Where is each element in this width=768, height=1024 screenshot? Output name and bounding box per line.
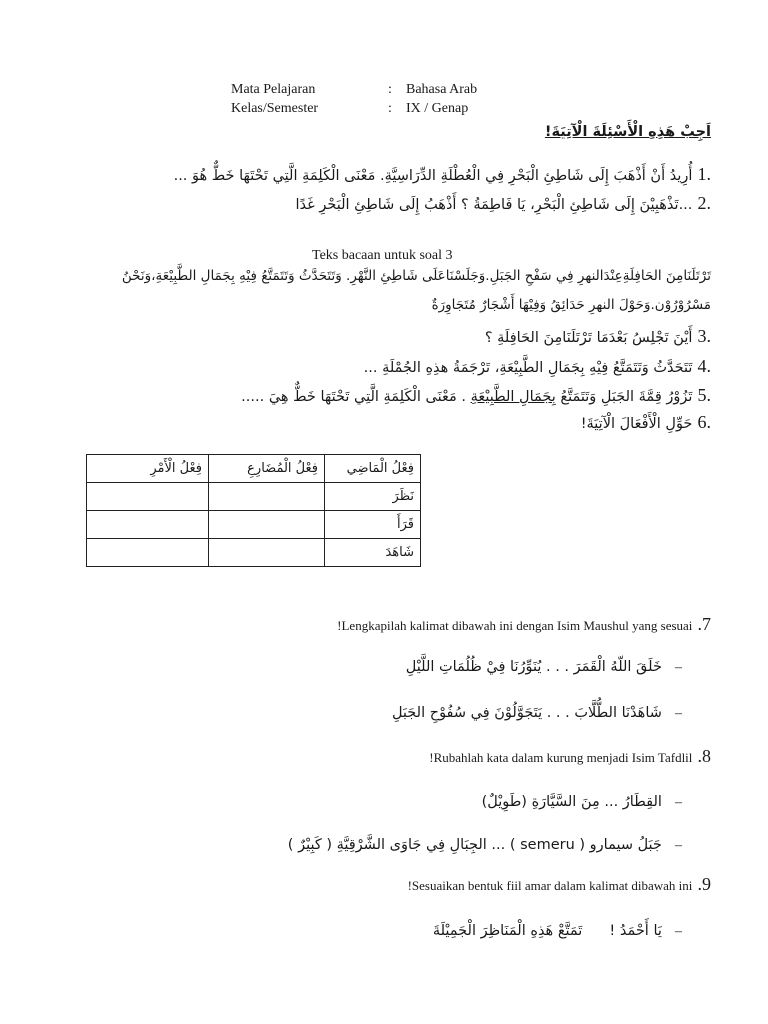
question-5-underlined: بِجَمَالِ الطَّبِيْعَةِ — [470, 389, 556, 405]
table-header-row — [87, 455, 421, 483]
subject-label: Mata Pelajaran — [231, 82, 316, 97]
question-3-text: أَيْنَ تَجْلِسُ بَعْدَمَا تَرْتَلَنَامِنَ الحَافِلَةِ ؟ — [484, 330, 693, 346]
question-6-number: 6. — [697, 412, 711, 432]
question-5-number: 5. — [697, 385, 711, 405]
table-header-amr: فِعْلُ الْأَمْرِ — [87, 455, 209, 483]
class-colon: : — [388, 101, 392, 116]
question-8-number: .8 — [697, 746, 711, 766]
question-7-item-1 — [406, 656, 682, 676]
table-cell-verb: نَظَرَ — [325, 483, 421, 511]
table-cell-empty[interactable] — [87, 483, 209, 511]
question-9-item-1-vocative: يَا أَحْمَدُ ! — [609, 923, 662, 939]
question-9 — [408, 874, 711, 895]
table-row — [87, 511, 421, 539]
question-4-text: تَتَحَدَّثُ وَتَتَمَتَّعُ فِيْهِ بِجَمَالِ الطَّبِيْعَةِ، تَرْجَمَةُ هذِهِ الجُمْلَةِ ... — [363, 360, 693, 376]
subject-value: Bahasa Arab — [406, 82, 478, 97]
table-cell-empty[interactable] — [209, 511, 325, 539]
question-7 — [337, 614, 711, 635]
table-cell-empty[interactable] — [87, 511, 209, 539]
question-8-item-2-latin: semeru — [515, 837, 580, 853]
table-row — [87, 483, 421, 511]
question-2-text: ...تَذْهَبِيْنَ إِلَى شَاطِئِ الْبَحْرِ، يَا فَاطِمَةُ ؟ أَذْهَبُ إِلَى شَاطِئِ الْبَحْرِ غَدًا — [295, 197, 693, 213]
question-1 — [174, 164, 711, 185]
class-label: Kelas/Semester — [231, 101, 319, 116]
question-1-number: 1. — [697, 164, 711, 184]
question-6-text: حَوِّلِ الْأَفْعَالَ الْآتِيَةَ! — [580, 416, 693, 432]
question-2-number: 2. — [697, 193, 711, 213]
question-7-item-1-text: خَلَقَ اللّهُ الْقَمَرَ . . . يُنَوِّرُنَا فِيْ ظُلُمَاتِ اللَّيْلِ — [405, 659, 662, 675]
question-4 — [364, 356, 711, 377]
question-1-text: أُرِيدُ أَنْ أَذْهَبَ إِلَى شَاطِئِ الْبَحْرِ فِي الْعُطْلَةِ الدِّرَاسِيَّةِ. مَعْنَى الْكَلِمَةِ الَّتِي تَحْتَهَا خَطٌّ هُوَ ... — [173, 168, 693, 184]
question-5-text — [241, 389, 692, 405]
dash-marker: – — [675, 706, 682, 721]
table-cell-verb: قَرَأَ — [325, 511, 421, 539]
instruction-heading: اَجِبْ هَذِهِ الْأَسْئِلَةَ الْآتِيَةَ! — [544, 124, 711, 140]
question-8-text: !Rubahlah kata dalam kurung menjadi Isim Tafdlil — [429, 750, 693, 765]
table-cell-empty[interactable] — [209, 539, 325, 567]
table-header-mudhari: فِعْلُ الْمُضَارِعِ — [209, 455, 325, 483]
question-5-text-post: . مَعْنَى الْكَلِمَةِ الَّتِي تَحْتَهَا خَطٌّ هِيَ ..... — [241, 389, 471, 405]
table-header-madhi: فِعْلُ الْمَاضِي — [325, 455, 421, 483]
question-7-item-2-text: شَاهَدْنَا الطُّلَّابَ . . . يَتَجَوَّلُوْنَ فِي سُفُوْحِ الجَبَلِ — [391, 705, 662, 721]
class-value: IX / Genap — [406, 101, 469, 116]
question-6 — [581, 412, 711, 433]
reading-line-1: تَرْتَلَنَامِنَ الحَافِلَةِعِنْدَالنهرِ فِي سَفْحِ الجَبَلِ.وَجَلَسْنَاعَلَى شَاطِئِ النَّهْرِ. وَتَتَحَدَّثُ وَتَتَمَتَّعُ فِيْهِ بِجَمَالِ الطَّبِيْعَةِ،وَنَحْنُ — [121, 268, 711, 284]
dash-marker: – — [675, 924, 682, 939]
question-3-number: 3. — [697, 326, 711, 346]
question-4-number: 4. — [697, 356, 711, 376]
question-7-number: .7 — [697, 614, 711, 634]
question-9-text: !Sesuaikan bentuk fiil amar dalam kalimat dibawah ini — [407, 878, 693, 893]
reading-title: Teks bacaan untuk soal 3 — [312, 248, 453, 263]
question-9-item-1-sentence: تَمَتَّعْ هَذِهِ الْمَنَاظِرَ الْجَمِيْلَةَ — [432, 923, 583, 939]
subject-colon: : — [388, 82, 392, 97]
table-cell-empty[interactable] — [209, 483, 325, 511]
verb-table — [86, 454, 421, 567]
table-cell-empty[interactable] — [87, 539, 209, 567]
table-cell-verb: شَاهَدَ — [325, 539, 421, 567]
question-8-item-2-part-2: ) ... الجِبَالِ فِي جَاوَى الشَّرْقِيَّةِ ( كَبِيْرٌ ) — [287, 837, 516, 853]
question-8-item-2 — [288, 834, 682, 854]
question-8-item-2-part-1: جَبَلُ سيمارو ( — [579, 837, 662, 853]
dash-marker: – — [675, 795, 682, 810]
question-9-number: .9 — [697, 874, 711, 894]
dash-marker: – — [675, 660, 682, 675]
reading-line-2: مَسْرُوْرُوْن.وَحَوْلَ النهرِ حَدَائِقُ وَفِيْهَا أَشْجَارٌ مُتَجَاوِرَةٌ — [431, 297, 711, 313]
question-2 — [296, 193, 712, 214]
question-8-item-1 — [482, 791, 682, 811]
question-8 — [429, 746, 711, 767]
question-7-item-2 — [392, 702, 682, 722]
question-8-item-1-text: القِطَارُ ... مِنَ السَّيَّارَةِ (طَوِيْلٌ) — [481, 794, 662, 810]
question-7-text: !Lengkapilah kalimat dibawah ini dengan Isim Maushul yang sesuai — [337, 618, 693, 633]
question-5 — [241, 385, 711, 406]
question-3 — [485, 326, 711, 347]
question-5-text-pre: تَزُوْرُ قِمَّةَ الجَبَلِ وَتَتَمَتَّعُ — [555, 389, 693, 405]
dash-marker: – — [675, 838, 682, 853]
table-row — [87, 539, 421, 567]
question-9-item-1 — [433, 920, 682, 940]
